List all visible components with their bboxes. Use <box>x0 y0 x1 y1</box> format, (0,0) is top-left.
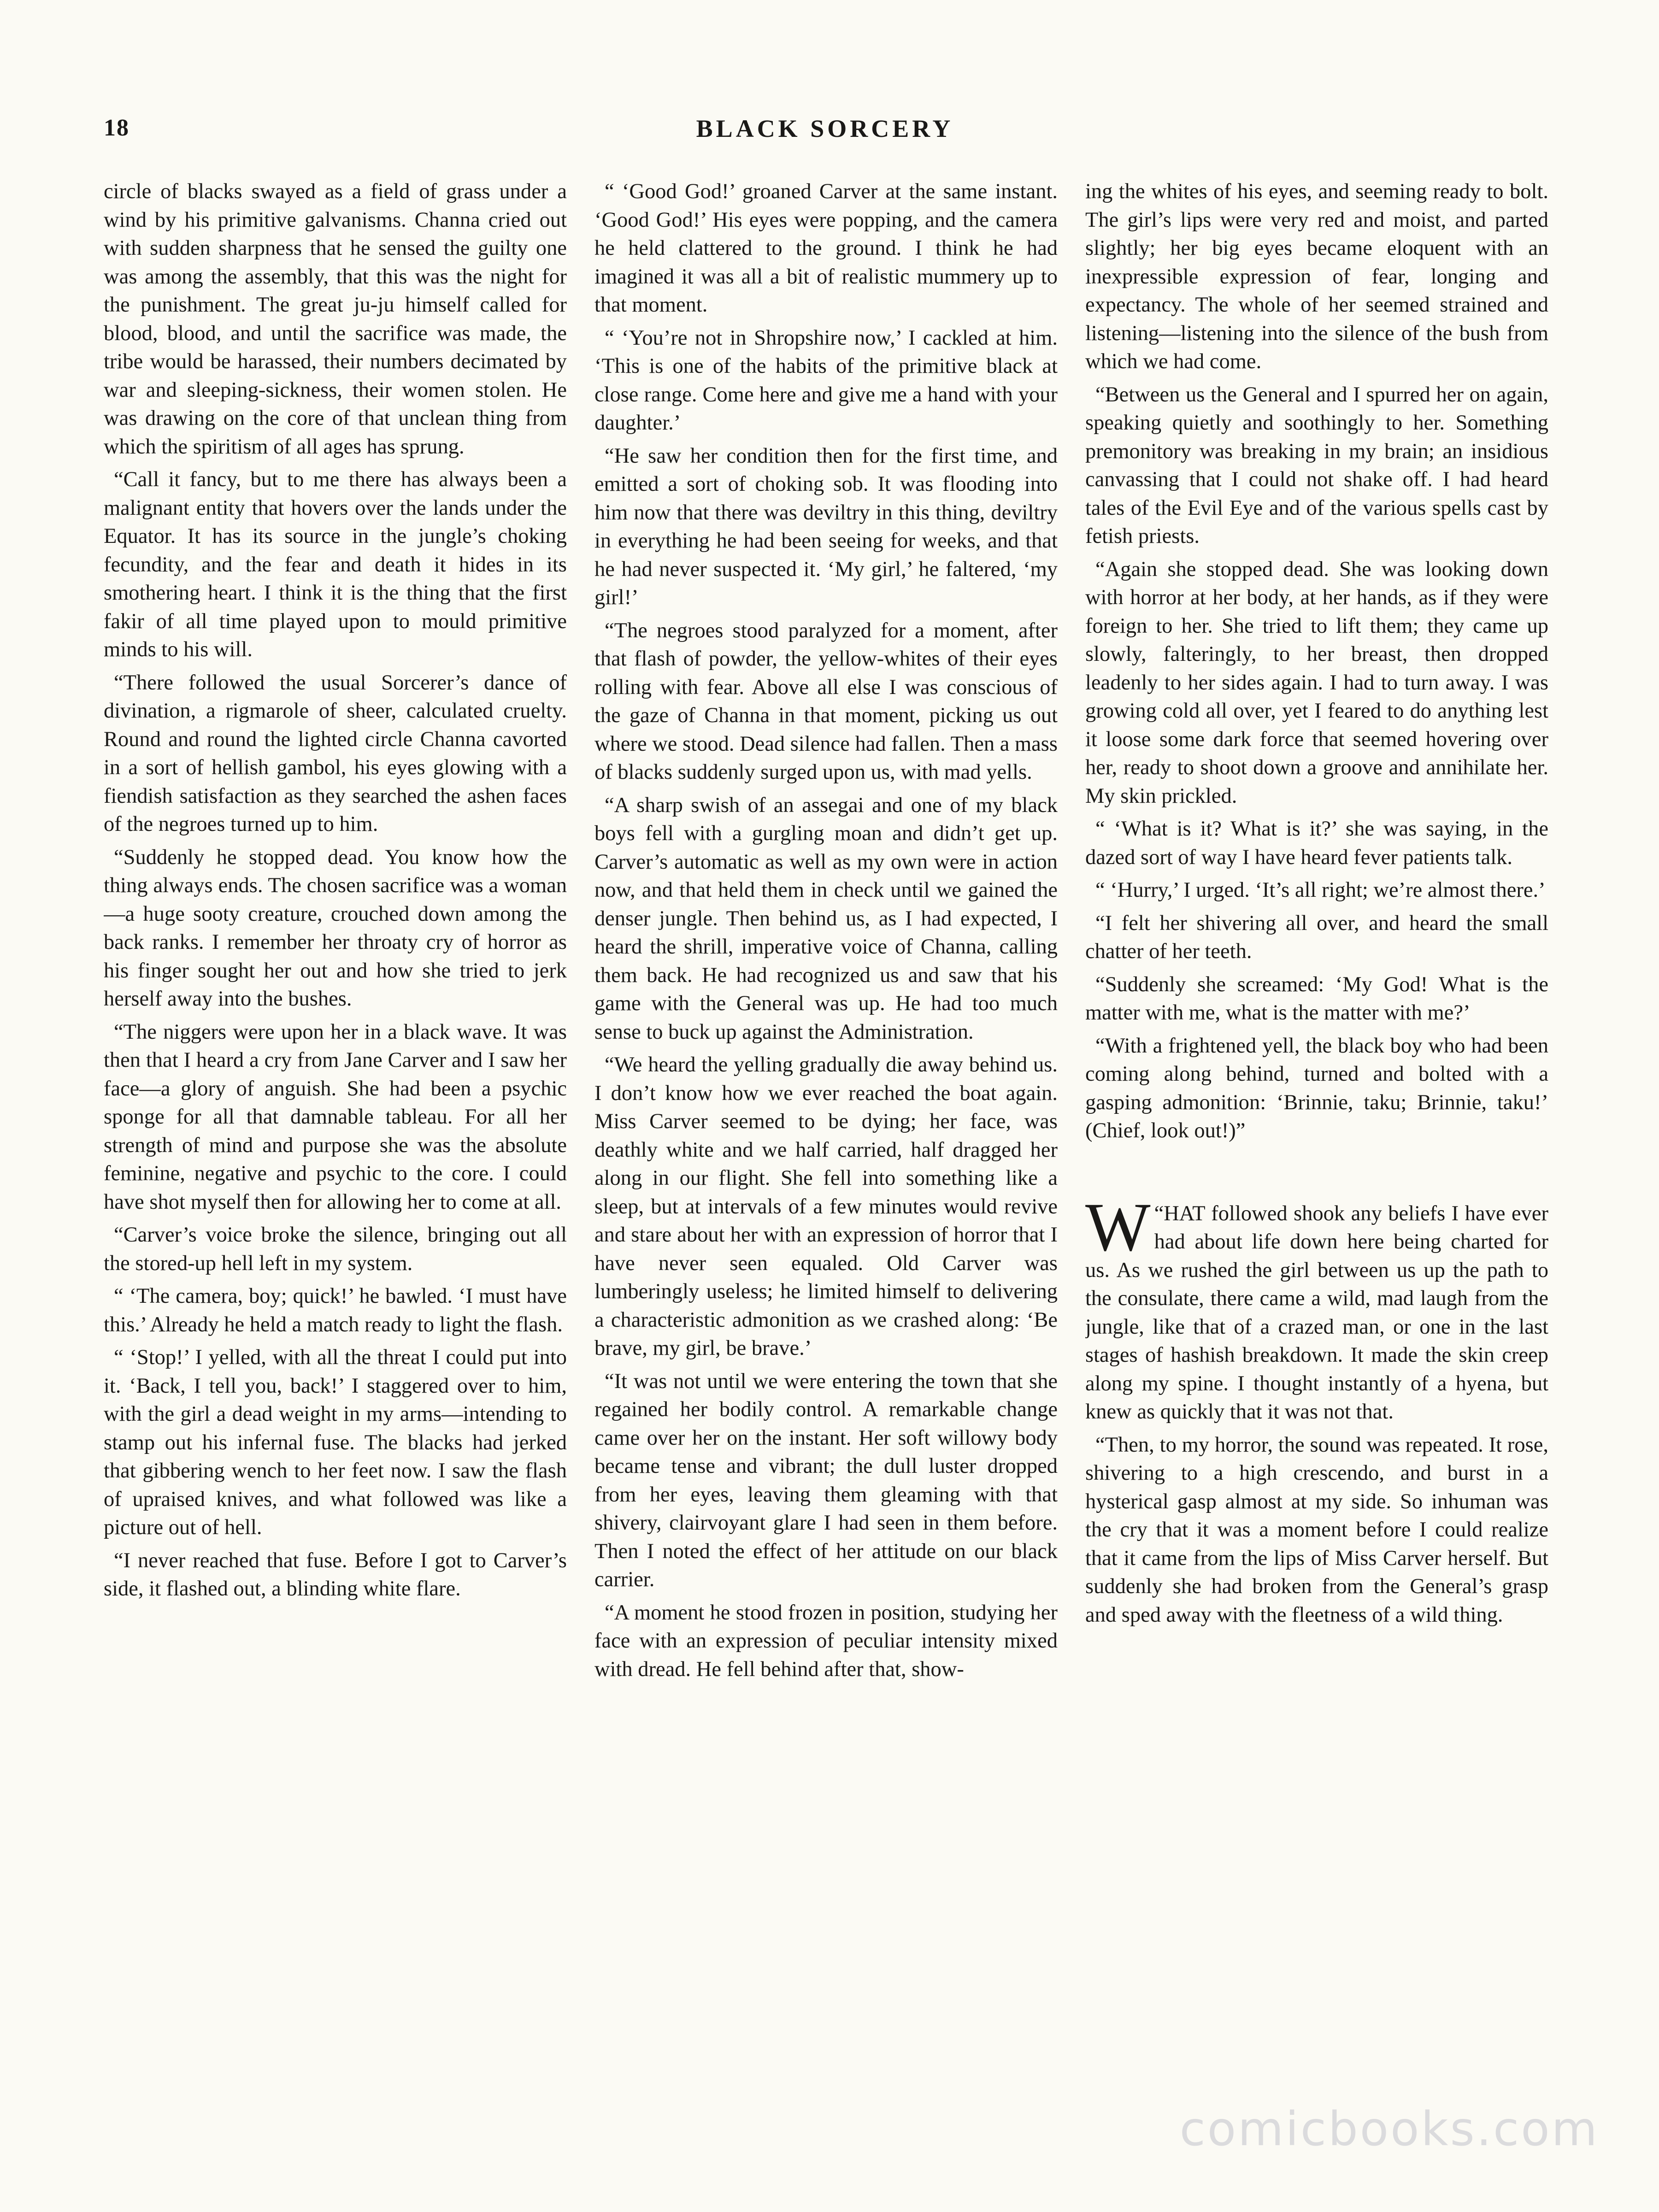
page-header <box>104 114 1546 147</box>
paragraph: “It was not until we were entering the town that she regained her bodily control. A remarkable change came over her on the instant. Her soft willowy body became tense and vibrant; the dull luster dropped from her eyes, leaving them gleaming with that shivery, clairvoyant glare I had seen in them before. Then I noted the effect of her attitude on our black carrier. <box>594 1369 1058 1591</box>
paragraph: circle of blacks swayed as a field of grass under a wind by his primitive galvanisms. Channa cried out with sudden sharpness that he sensed the guilty one was among the assembly, that this was the night for the punishment. The great ju-ju himself called for blood, blood, and until the sacrifice was made, the tribe would be harassed, their numbers decimated by war and sleeping-sickness, their women stolen. He was drawing on the core of that unclean thing from which the spiritism of all ages has sprung. <box>104 180 567 459</box>
paragraph: “I felt her shivering all over, and heard the small chatter of her teeth. <box>1085 911 1548 963</box>
paragraph: “ ‘Hurry,’ I urged. ‘It’s all right; we’re almost there.’ <box>1095 878 1546 902</box>
paragraph: “ ‘Good God!’ groaned Carver at the same instant. ‘Good God!’ His eyes were popping, and the camera he held clattered to the ground. I think he had imagined it was all a bit of realistic mummery up to that moment. <box>594 180 1058 317</box>
paragraph: W “HAT followed shook any beliefs I have ever had about life down here being charted for us. As we rushed the girl between us up the path to the consulate, there came a wild, mad laugh from the jungle, like that of a crazed man, or one in the last stages of hashish breakdown. It made the skin creep along my spine. I thought instantly of a hyena, but knew as quickly that it was not that. <box>1085 1188 1548 1424</box>
paragraph: “Call it fancy, but to me there has always been a malignant entity that hovers over the lands under the Equator. It has its source in the jungle’s choking fecundity, and the fear and death it hides in its smothering heart. I think it is the thing that the first fakir of all time played upon to mould primitive minds to his will. <box>104 468 567 661</box>
running-title: BLACK SORCERY <box>696 115 954 142</box>
paragraph: “The negroes stood paralyzed for a moment, after that flash of powder, the yellow-whites of their eyes rolling with fear. Above all else I was conscious of the gaze of Channa in that moment, picking us out where we stood. Dead silence had fallen. Then a mass of blacks suddenly surged upon us, with mad yells. <box>594 618 1058 784</box>
paragraph: “ ‘Stop!’ I yelled, with all the threat I could put into it. ‘Back, I tell you, back!’ I staggered over to him, with the girl a dead weight in my arms—intending to stamp out his infernal fuse. The blacks had jerked that gibbering wench to her feet now. I saw the flash of upraised knives, and what followed was like a picture out of hell. <box>104 1346 567 1539</box>
paragraph: “ ‘The camera, boy; quick!’ he bawled. ‘I must have this.’ Already he held a match ready to light the flash. <box>104 1284 567 1336</box>
paragraph: “With a frightened yell, the black boy who had been coming along behind, turned and bolted with a gasping admonition: ‘Brinnie, taku; Brinnie, taku!’ (Chief, look out!)” <box>1085 1034 1548 1142</box>
watermark: comicbooks.com <box>1179 2102 1599 2157</box>
text-column-3 <box>1085 177 1548 2104</box>
drop-cap: W <box>1085 1188 1151 1265</box>
paragraph: “He saw her condition then for the first time, and emitted a sort of choking sob. It was flooding into him now that there was deviltry in this thing, deviltry in everything he had been seeing for weeks, and that he had never suspected it. ‘My girl,’ he faltered, ‘my girl!’ <box>594 444 1058 609</box>
paragraph: “A moment he stood frozen in position, studying her face with an expression of peculiar intensity mixed with dread. He fell behind after that, show- <box>594 1600 1058 1681</box>
paragraph: “ ‘You’re not in Shropshire now,’ I cackled at him. ‘This is one of the habits of the primitive black at close range. Come here and give me a hand with your daughter.’ <box>594 326 1058 435</box>
paragraph: “I never reached that fuse. Before I got to Carver’s side, it flashed out, a blinding white flare. <box>104 1548 567 1600</box>
paragraph: “We heard the yelling gradually die away behind us. I don’t know how we ever reached the boat again. Miss Carver seemed to be dying; her face, was deathly white and we half carried, half dragged her along in our flight. She fell into something like a sleep, but at intervals of a few minutes would revive and stare about her with an expression of horror that I have never seen equaled. Old Carver was lumberingly useless; he limited himself to delivering a characteristic admonition as we crashed along: ‘Be brave, my girl, be brave.’ <box>594 1053 1058 1360</box>
paragraph: “Carver’s voice broke the silence, bringing out all the stored-up hell left in my system. <box>104 1223 567 1275</box>
paragraph: “Between us the General and I spurred her on again, speaking quietly and soothingly to her. Something premonitory was breaking in my brain; an insidious canvassing that I could not shake off. I had heard tales of the Evil Eye and of the various spells cast by fetish priests. <box>1085 382 1548 548</box>
paragraph: “Suddenly he stopped dead. You know how the thing always ends. The chosen sacrifice was a woman—a huge sooty creature, crouched down among the back ranks. I remember her throaty cry of horror as his finger sought her out and how she tried to jerk herself away into the bushes. <box>104 845 567 1011</box>
paragraph: “A sharp swish of an assegai and one of my black boys fell with a gurgling moan and didn’t get up. Carver’s automatic as well as my own were in action now, and that held them in check until we gained the denser jungle. Then behind us, as I had expected, I heard the shrill, imperative voice of Channa, calling them back. He had recognized us and saw that his game with the General was up. He had too much sense to buck up against the Administration. <box>594 793 1058 1044</box>
paragraph: “There followed the usual Sorcerer’s dance of divination, a rigmarole of sheer, calculated cruelty. Round and round the lighted circle Channa cavorted in a sort of hellish gambol, his eyes glowing with a fiendish satisfaction as they searched the ashen faces of the negroes turned up to him. <box>104 671 567 836</box>
paragraph: “Suddenly she screamed: ‘My God! What is the matter with me, what is the matter with me?’ <box>1085 972 1548 1024</box>
section-break <box>1085 1150 1548 1200</box>
paragraph: “ ‘What is it? What is it?’ she was saying, in the dazed sort of way I have heard fever patients talk. <box>1085 817 1548 869</box>
text-column-2 <box>594 177 1058 2104</box>
text-column-1 <box>104 177 567 2104</box>
paragraph: “Again she stopped dead. She was looking down with horror at her body, at her hands, as if they were foreign to her. She tried to lift them; they came up slowly, falteringly, to her breast, then dropped leadenly to her sides again. I had to turn away. I was growing cold all over, yet I feared to do anything lest it loose some dark force that seemed hovering over her, ready to shoot down a groove and annihilate her. My skin prickled. <box>1085 557 1548 808</box>
page-number: 18 <box>104 115 129 141</box>
paragraph: “The niggers were upon her in a black wave. It was then that I heard a cry from Jane Carver and I saw her face—a glory of anguish. She had been a psychic sponge for all that damnable tableau. For all her strength of mind and purpose she was the absolute feminine, negative and psychic to the core. I could have shot myself then for allowing her to come at all. <box>104 1020 567 1214</box>
paragraph: ing the whites of his eyes, and seeming ready to bolt. The girl’s lips were very red and moist, and parted slightly; her big eyes became eloquent with an inexpressible expression of fear, longing and expectancy. The whole of her seemed strained and listening—listening into the silence of the bush from which we had come. <box>1085 180 1548 373</box>
article-body <box>104 177 1548 2104</box>
paragraph: “Then, to my horror, the sound was repeated. It rose, shivering to a high crescendo, and burst in a hysterical gasp almost at my side. So inhuman was the cry that it was a moment before I could realize that it came from the lips of Miss Carver herself. But suddenly she had broken from the General’s grasp and sped away with the fleetness of a wild thing. <box>1085 1433 1548 1627</box>
